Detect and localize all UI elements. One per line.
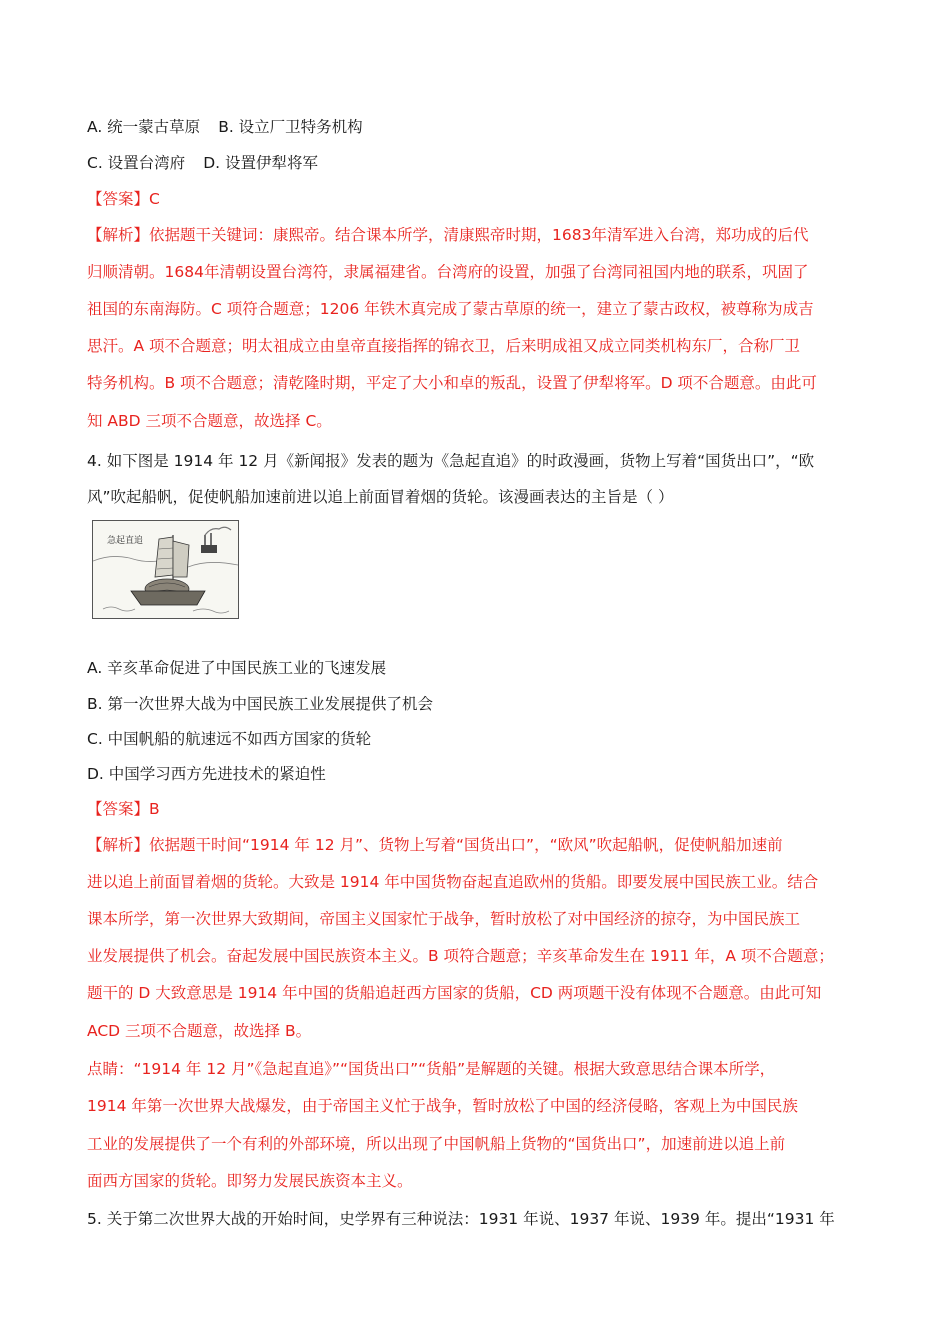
q4-cartoon-image <box>92 520 239 619</box>
q4-analysis-line: 课本所学，第一次世界大致期间，帝国主义国家忙于战争，暂时放松了对中国经济的掠夺，为中国民族工 <box>87 910 801 928</box>
q4-option-b: B. 第一次世界大战为中国民族工业发展提供了机会 <box>87 695 433 713</box>
q3-options-row1 <box>87 116 363 138</box>
q3-option-a: A. 统一蒙古草原 <box>87 118 201 136</box>
q4-option-d: D. 中国学习西方先进技术的紧迫性 <box>87 765 326 783</box>
q3-analysis-line: 特务机构。B 项不合题意；清乾隆时期，平定了大小和卓的叛乱，设置了伊犁将军。D 项不合题意。由此可 <box>87 374 817 392</box>
q3-analysis-line: 思汗。A 项不合题意；明太祖成立由皇帝直接指挥的锦衣卫，后来明成祖又成立同类机构东厂，合称厂卫 <box>87 337 801 355</box>
q4-comment-line: 点睛：“1914 年 12 月”《急起直追》”“国货出口”“货船”是解题的关键。根据大致意思结合课本所学， <box>87 1060 776 1078</box>
q3-analysis-line: 【解析】依据题干关键词：康熙帝。结合课本所学，清康熙帝时期，1683年清军进入台湾，郑功成的后代 <box>87 226 809 244</box>
sailboat-cargo-illustration <box>93 521 238 618</box>
q3-analysis-line: 知 ABD 三项不合题意，故选择 C。 <box>87 412 332 430</box>
q4-option-a: A. 辛亥革命促进了中国民族工业的飞速发展 <box>87 659 387 677</box>
q3-analysis-line: 祖国的东南海防。C 项符合题意；1206 年铁木真完成了蒙古草原的统一，建立了蒙古政权，被尊称为成吉 <box>87 300 814 318</box>
q4-option-c: C. 中国帆船的航速远不如西方国家的货轮 <box>87 730 372 748</box>
q4-analysis-line: 题干的 D 大致意思是 1914 年中国的货船追赶西方国家的货船，CD 两项题干没有体现不合题意。由此可知 <box>87 984 822 1002</box>
q4-analysis-line: 业发展提供了机会。奋起发展中国民族资本主义。B 项符合题意；辛亥革命发生在 1911 年，A 项不合题意； <box>87 947 834 965</box>
q3-option-b: B. 设立厂卫特务机构 <box>218 118 363 136</box>
q4-analysis-line: ACD 三项不合题意，故选择 B。 <box>87 1022 312 1040</box>
q4-analysis-line: 进以追上前面冒着烟的货轮。大致是 1914 年中国货物奋起直追欧州的货船。即要发展中国民族工业。结合 <box>87 873 819 891</box>
q4-stem-line: 4. 如下图是 1914 年 12 月《新闻报》发表的题为《急起直追》的时政漫画，货物上写着“国货出口”，“欧 <box>87 452 815 470</box>
q5-stem-line: 5. 关于第二次世界大战的开始时间，史学界有三种说法：1931 年说、1937 年说、1939 年。提出“1931 年 <box>87 1210 835 1228</box>
q4-stem-line: 风”吹起船帆，促使帆船加速前进以追上前面冒着烟的货轮。该漫画表达的主旨是（ ） <box>87 488 674 506</box>
q3-option-d: D. 设置伊犁将军 <box>203 154 318 172</box>
q3-option-c: C. 设置台湾府 <box>87 154 186 172</box>
q4-comment-line: 1914 年第一次世界大战爆发，由于帝国主义忙于战争，暂时放松了中国的经济侵略，客观上为中国民族 <box>87 1097 798 1115</box>
q4-comment-line: 工业的发展提供了一个有利的外部环境，所以出现了中国帆船上货物的“国货出口”，加速前进以追上前 <box>87 1135 786 1153</box>
q4-analysis-line: 【解析】依据题干时间“1914 年 12 月”、货物上写着“国货出口”，“欧风”吹起船帆，促使帆船加速前 <box>87 836 783 854</box>
q3-options-row2 <box>87 152 318 174</box>
q4-answer: 【答案】B <box>87 800 160 818</box>
cartoon-title: 急起直追 <box>107 536 144 546</box>
q3-analysis-line: 归顺清朝。1684年清朝设置台湾符，隶属福建省。台湾府的设置，加强了台湾同祖国内地的联系，巩固了 <box>87 263 809 281</box>
q3-answer: 【答案】C <box>87 190 160 208</box>
q4-comment-line: 面西方国家的货轮。即努力发展民族资本主义。 <box>87 1172 413 1190</box>
